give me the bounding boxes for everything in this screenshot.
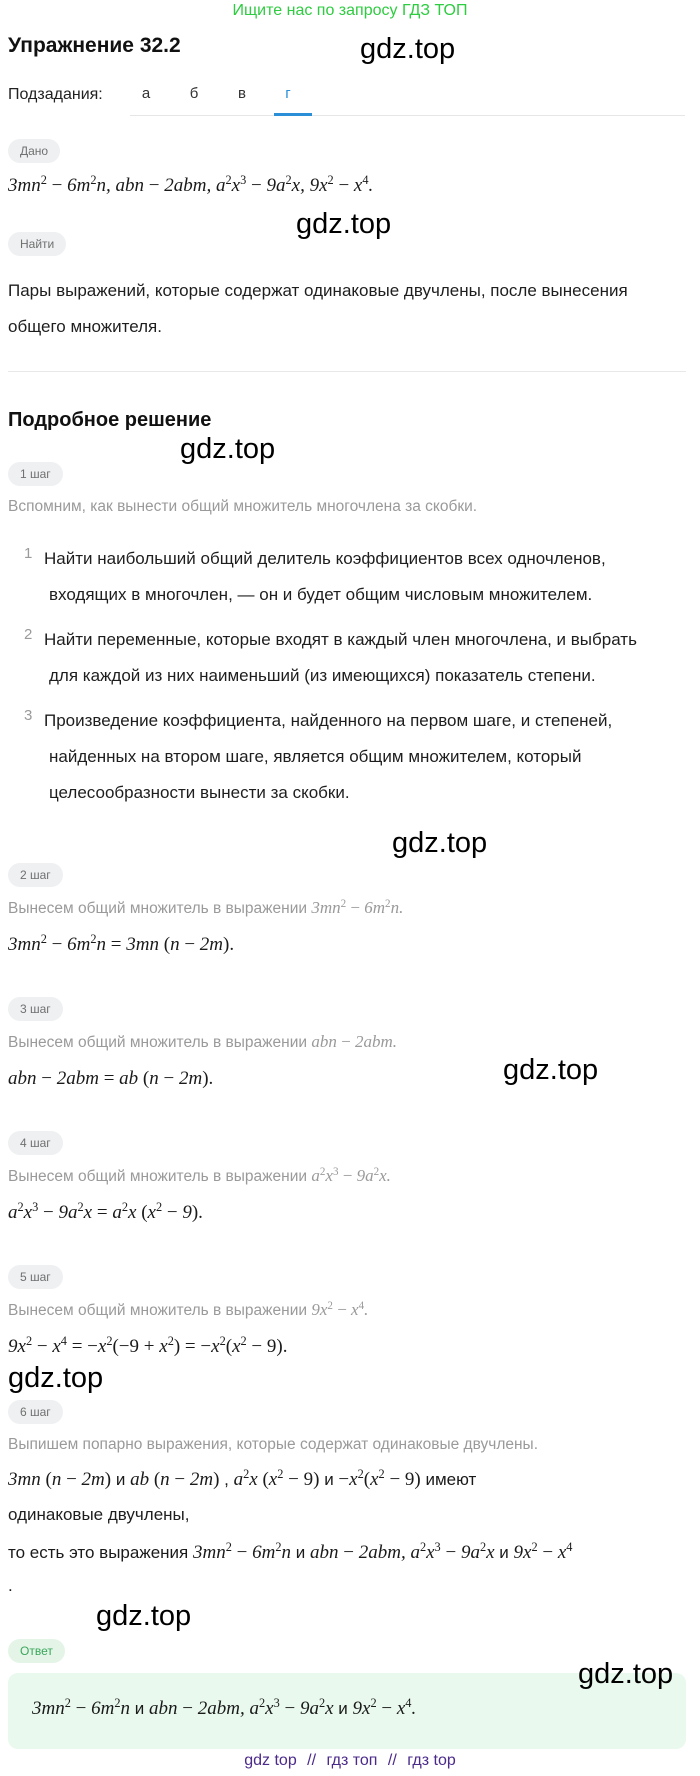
step6-line1: 3mn (n − 2m) и ab (n − 2m) , $a^2x$ $(x^2 - 9)$ $и -x^2(x^2 - 9)$ имеют <box>8 1467 477 1490</box>
step4-hint-text: Вынесем общий множитель в выражении <box>8 1168 308 1185</box>
given-expression: $3mn^2 - 6m^2n$, abn − 2abm, $a^2x^3 - 9a^2x$, $9x^2 - x^4$. <box>8 173 374 196</box>
top-search-link[interactable]: Ищите нас по запросу ГДЗ ТОП <box>232 2 468 19</box>
tab-g[interactable]: г <box>285 85 291 102</box>
step6-line3-expression2: abn − 2abm, $a^2x^3 - 9a^2x$ <box>309 1540 495 1563</box>
step6-expression-c: $a^2x$ $(x^2 - 9)$ <box>233 1467 320 1490</box>
active-tab-underline <box>274 113 312 116</box>
step1-badge: 1 шаг <box>8 462 63 486</box>
step6-and-2: и <box>324 1470 334 1489</box>
footer-links <box>0 1752 700 1770</box>
step3-hint-expression: abn − 2abm. <box>311 1032 397 1051</box>
step6-expression-a: 3mn (n − 2m) <box>8 1469 112 1490</box>
step1-item2-text <box>44 622 637 694</box>
answer-and2: и <box>338 1699 348 1718</box>
step4-badge: 4 шаг <box>8 1131 63 1155</box>
page-title: Упражнение 32.2 <box>8 34 181 57</box>
step4-result: $a^2x^3 - 9a^2x = a^2x$ $(x^2 - 9)$. <box>8 1200 203 1223</box>
watermark: gdz.top <box>392 827 488 859</box>
step6-have-word: имеют <box>425 1470 477 1489</box>
given-badge: Дано <box>8 139 60 163</box>
step1-item3-text <box>44 703 612 811</box>
step6-expression-d: $-x^2(x^2 - 9)$ <box>338 1467 421 1490</box>
subtasks-label: Подзадания: <box>8 86 103 103</box>
watermark: gdz.top <box>180 433 276 465</box>
step1-item1-number: 1 <box>24 545 33 562</box>
answer-expression2: abn − 2abm, $a^2x^3 - 9a^2x$ <box>149 1696 334 1719</box>
answer-expression3: $9x^2 - x^4$. <box>352 1696 417 1719</box>
step1-item3-line1: Произведение коэффициента, найденного на первом шаге, и степеней, <box>44 711 613 730</box>
step3-result: abn − 2abm = ab (n − 2m). <box>8 1068 214 1089</box>
divider <box>8 371 686 372</box>
step3-badge: 3 шаг <box>8 997 63 1021</box>
step1-item1-line2: входящих в многочлен, — он и будет общим числовым множителем. <box>49 585 593 604</box>
step1-item3-number: 3 <box>24 707 33 724</box>
watermark: gdz.top <box>96 1600 192 1632</box>
footer-link-1[interactable]: gdz top <box>244 1752 297 1769</box>
watermark: gdz.top <box>360 33 456 65</box>
find-text-line1: Пары выражений, которые содержат одинаковые двучлены, после вынесения <box>8 281 628 300</box>
tab-a[interactable]: а <box>141 85 151 102</box>
answer-expression <box>32 1698 416 1720</box>
watermark: gdz.top <box>578 1658 674 1690</box>
step4-hint <box>8 1166 391 1186</box>
step6-line3-and1: и <box>295 1543 306 1562</box>
footer-separator: // <box>387 1752 397 1769</box>
step1-item2-line2: для каждой из них наименьший (из имеющихся) показатель степени. <box>49 666 596 685</box>
step2-result: $3mn^2 - 6m^2n = 3mn$ (n − 2m). <box>8 932 235 955</box>
find-badge: Найти <box>8 232 66 256</box>
watermark: gdz.top <box>503 1054 599 1086</box>
find-text <box>8 273 628 345</box>
answer-and1: и <box>134 1699 145 1718</box>
step1-item1-line1: Найти наибольший общий делитель коэффициентов всех одночленов, <box>44 549 606 568</box>
solution-title: Подробное решение <box>8 409 212 431</box>
step5-hint <box>8 1300 368 1320</box>
step6-badge: 6 шаг <box>8 1400 63 1424</box>
step6-line2: одинаковые двучлены, <box>8 1505 190 1524</box>
step4-hint-expression: $a^2x^3 - 9a^2x$. <box>311 1165 391 1185</box>
footer-link-3[interactable]: гдз top <box>407 1752 456 1769</box>
step5-hint-expression: $9x^2 - x^4$. <box>311 1299 369 1319</box>
step2-badge: 2 шаг <box>8 863 63 887</box>
step2-hint <box>8 898 403 918</box>
footer-separator: // <box>307 1752 317 1769</box>
step1-item3-line3: целесообразности вынести за скобки. <box>49 783 350 802</box>
step6-hint: Выпишем попарно выражения, которые содержат одинаковые двучлены. <box>8 1436 538 1453</box>
step1-item2-line1: Найти переменные, которые входят в каждый член многочлена, и выбрать <box>44 630 637 649</box>
answer-badge: Ответ <box>8 1639 65 1663</box>
tab-v[interactable]: в <box>238 85 246 102</box>
footer-link-2[interactable]: гдз топ <box>326 1752 378 1769</box>
watermark: gdz.top <box>296 208 392 240</box>
step6-and-1: и <box>115 1470 126 1489</box>
step1-hint: Вспомним, как вынести общий множитель многочлена за скобки. <box>8 498 478 515</box>
step6-line3 <box>8 1542 572 1564</box>
step6-line3-and2: и <box>499 1543 509 1562</box>
find-text-line2: общего множителя. <box>8 317 162 336</box>
step6-line3-text: то есть это выражения <box>8 1543 189 1562</box>
answer-expression1: $3mn^2 - 6m^2n$ <box>32 1696 131 1719</box>
step1-item2-number: 2 <box>24 626 33 643</box>
step3-hint <box>8 1032 397 1052</box>
step6-line3-expression3: $9x^2 - x^4$ <box>513 1540 573 1563</box>
step5-hint-text: Вынесем общий множитель в выражении <box>8 1302 308 1319</box>
tab-b[interactable]: б <box>189 85 199 102</box>
step6-line3-expression1: $3mn^2 - 6m^2n$ <box>192 1540 292 1563</box>
step5-result: $9x^2 - x^4 = -x^2(-9 + x^2) = -x^2(x^2 - 9)$. <box>8 1334 288 1357</box>
step6-line4: . <box>8 1576 13 1595</box>
step1-item1-text <box>44 541 606 613</box>
subtasks-tabs <box>130 76 685 116</box>
step2-hint-text: Вынесем общий множитель в выражении <box>8 900 308 917</box>
watermark: gdz.top <box>8 1362 104 1394</box>
step6-expression-b: ab (n − 2m) <box>130 1469 220 1490</box>
step1-item3-line2: найденных на втором шаге, является общим множителем, который <box>49 747 582 766</box>
step5-badge: 5 шаг <box>8 1265 63 1289</box>
step3-hint-text: Вынесем общий множитель в выражении <box>8 1034 308 1051</box>
step2-hint-expression: $3mn^2 - 6m^2n$. <box>311 897 404 917</box>
